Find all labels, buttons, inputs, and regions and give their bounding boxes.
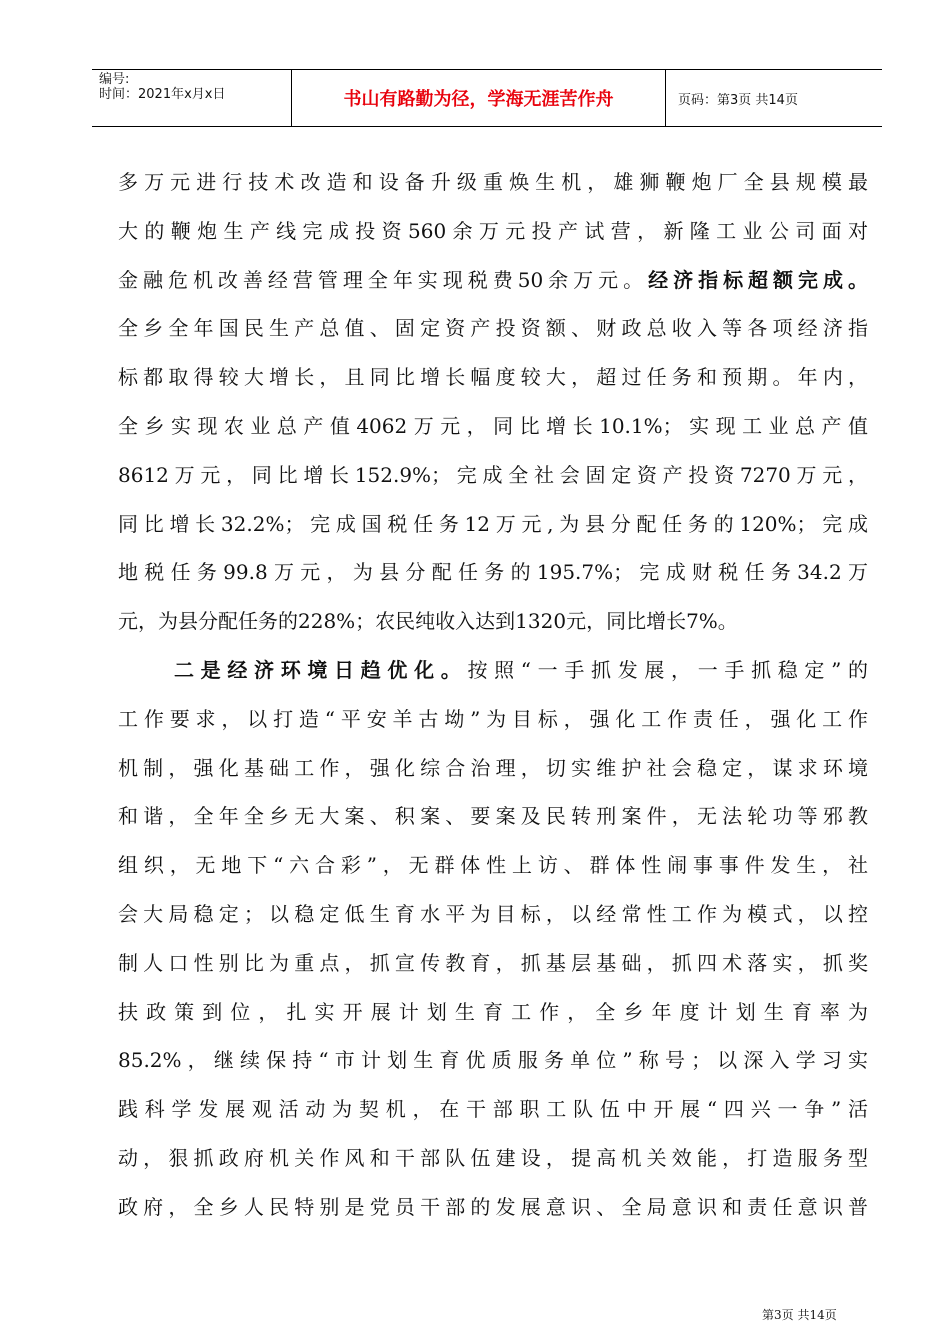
body-line: 85.2%，继续保持“市计划生育优质服务单位”称号；以深入学习实 (118, 1048, 868, 1073)
body-line: 政府，全乡人民特别是党员干部的发展意识、全局意识和责任意识普 (118, 1194, 868, 1219)
doc-time: 时间：2021年x月x日 (99, 87, 226, 102)
body-line: 二是经济环境日趋优化。按照“一手抓发展，一手抓稳定”的 (174, 657, 869, 682)
body-line: 8612万元，同比增长152.9%；完成全社会固定资产投资7270万元， (118, 462, 868, 487)
body-line: 践科学发展观活动为契机，在干部职工队伍中开展“四兴一争”活 (118, 1097, 868, 1122)
body-line: 标都取得较大增长，且同比增长幅度较大，超过任务和预期。年内， (118, 365, 868, 390)
header-meta (92, 70, 292, 126)
body-line: 同比增长32.2%；完成国税任务12万元,为县分配任务的120%；完成 (118, 511, 868, 536)
body-line: 制人口性别比为重点，抓宣传教育，抓基层基础，抓四术落实，抓奖 (118, 950, 868, 975)
bold-heading: 经济指标超额完成。 (648, 267, 868, 292)
body-line: 和谐，全年全乡无大案、积案、要案及民转刑案件，无法轮功等邪教 (118, 804, 868, 829)
header-motto: 书山有路勤为径，学海无涯苦作舟 (292, 70, 666, 126)
doc-number-label: 编号: (99, 72, 130, 87)
body-line: 工作要求，以打造“平安羊古坳”为目标，强化工作责任，强化工作 (118, 706, 868, 731)
body-line: 金融危机改善经营管理全年实现税费50余万元。经济指标超额完成。 (118, 267, 868, 292)
page-header (92, 69, 882, 127)
body-line: 全乡全年国民生产总值、固定资产投资额、财政总收入等各项经济指 (118, 316, 868, 341)
body-line: 地税任务99.8万元，为县分配任务的195.7%；完成财税任务34.2万 (118, 560, 868, 585)
body-line: 多万元进行技术改造和设备升级重焕生机，雄狮鞭炮厂全县规模最 (118, 170, 868, 194)
bold-heading: 二是经济环境日趋优化。 (174, 657, 468, 682)
body-line: 大的鞭炮生产线完成投资560余万元投产试营，新隆工业公司面对 (118, 218, 868, 243)
page-footer: 第3页 共14页 (762, 1308, 837, 1322)
body-line: 扶政策到位，扎实开展计划生育工作，全乡年度计划生育率为 (118, 999, 868, 1024)
body-line: 元，为县分配任务的228%；农民纯收入达到1320元，同比增长7%。 (118, 609, 738, 634)
body-line: 会大局稳定；以稳定低生育水平为目标，以经常性工作为模式，以控 (118, 901, 868, 926)
body-line: 机制，强化基础工作，强化综合治理，切实维护社会稳定，谋求环境 (118, 755, 868, 780)
body-line: 全乡实现农业总产值4062万元，同比增长10.1%；实现工业总产值 (118, 413, 868, 438)
body-line: 组织，无地下“六合彩”，无群体性上访、群体性闹事事件发生，社 (118, 853, 868, 878)
body-line: 动，狠抓政府机关作风和干部队伍建设，提高机关效能，打造服务型 (118, 1145, 868, 1170)
document-body (118, 158, 868, 1232)
header-page-info: 页码：第3页 共14页 (678, 92, 798, 108)
